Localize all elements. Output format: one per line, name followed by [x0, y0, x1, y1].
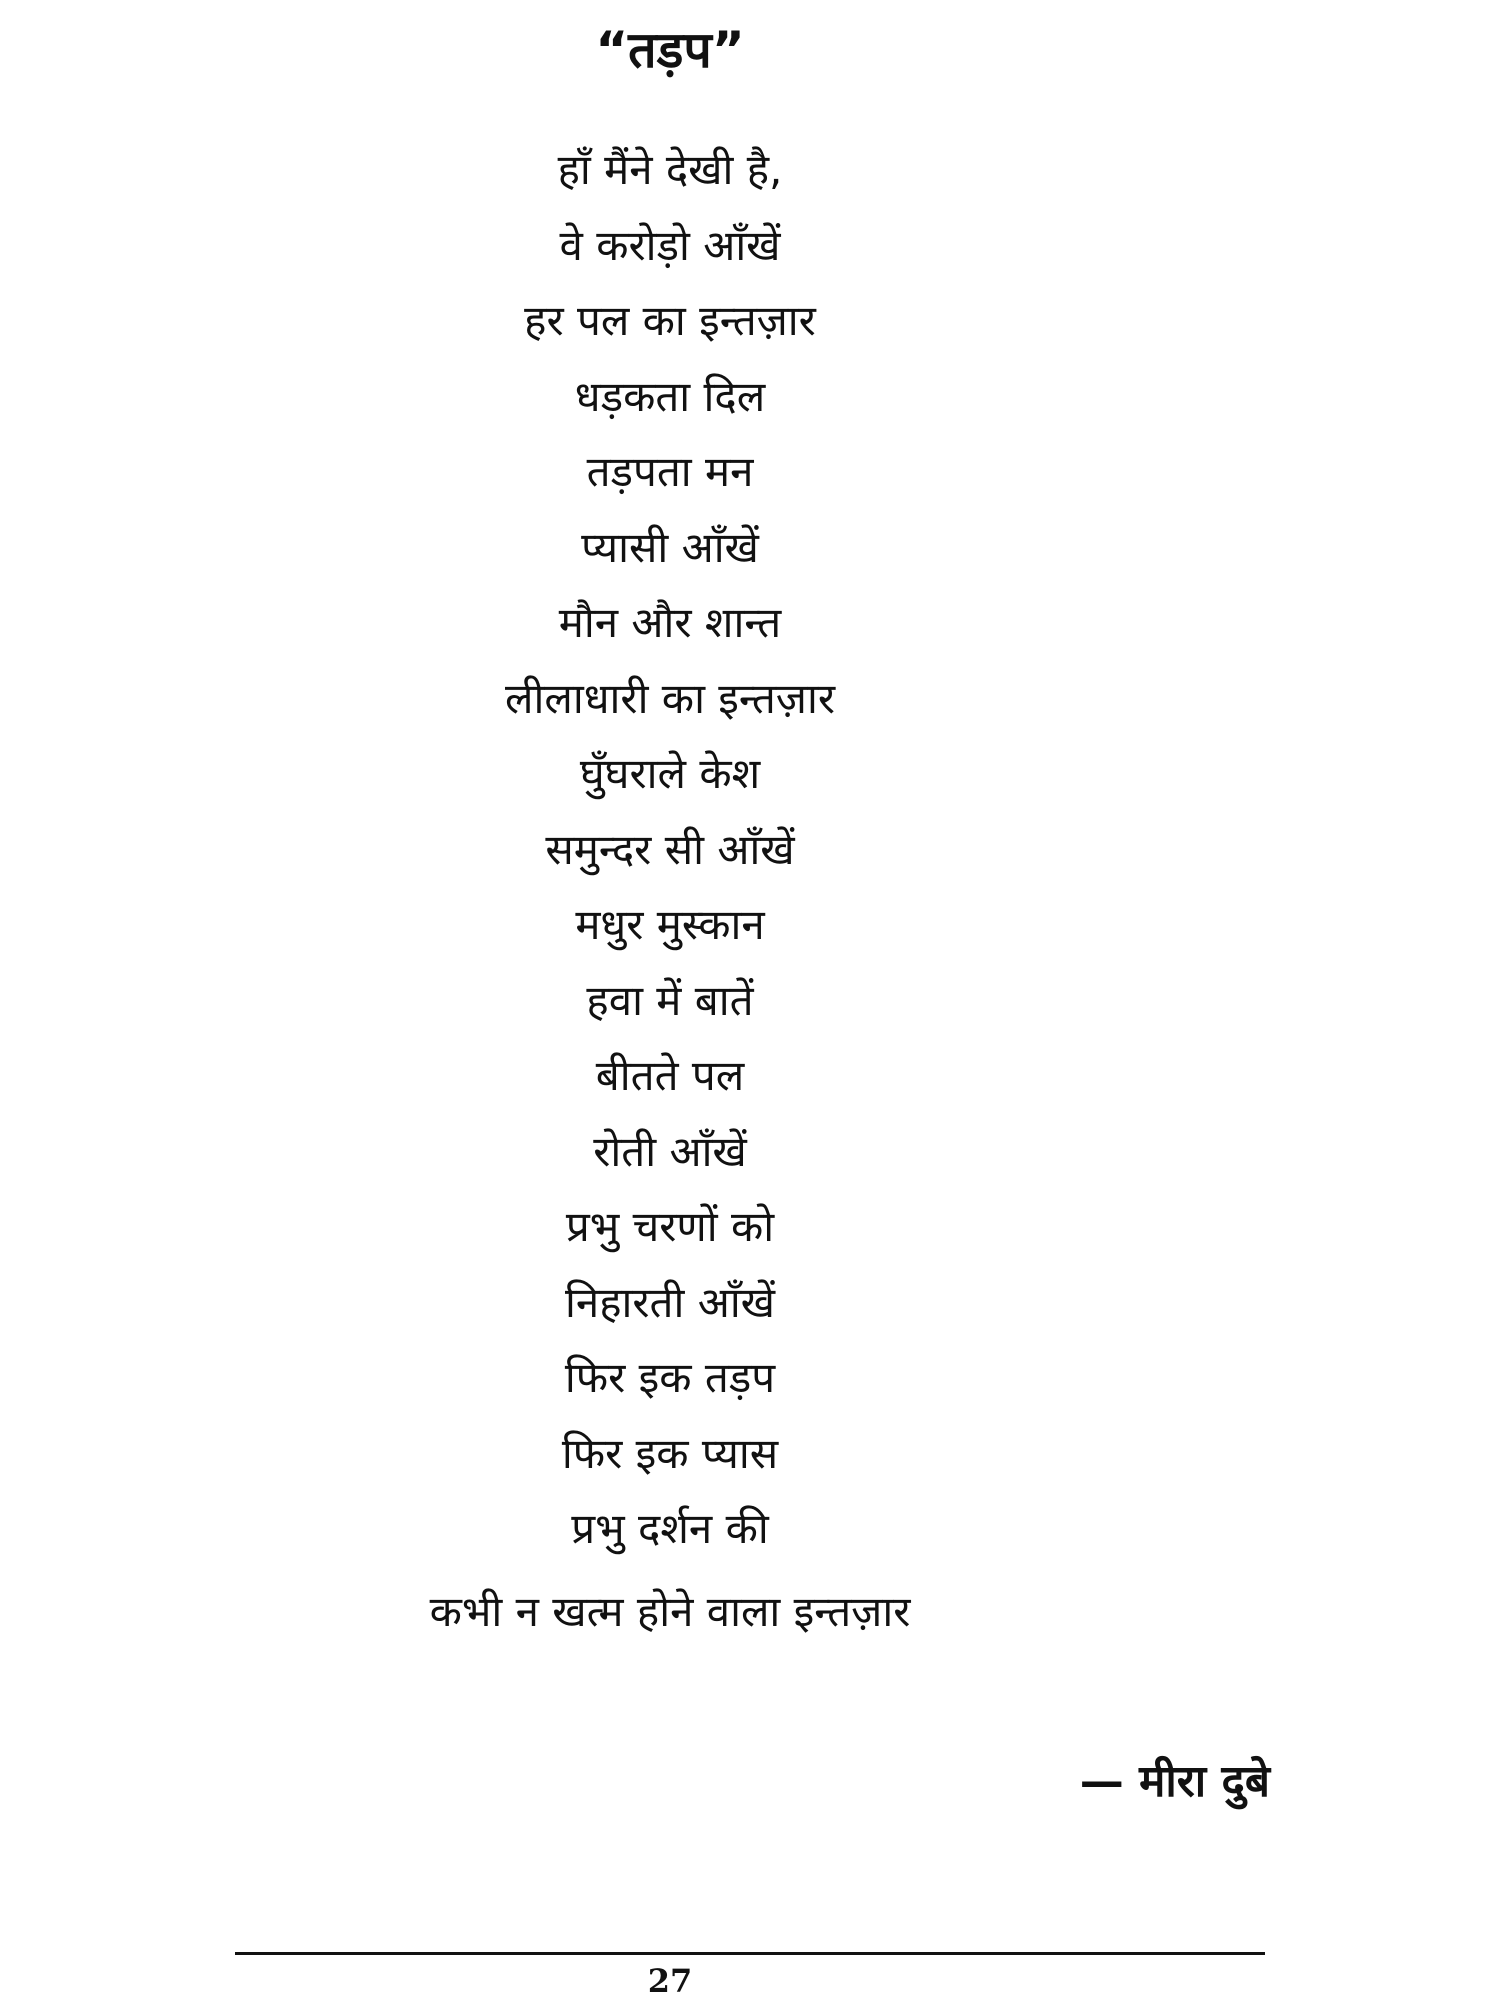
poem-line: फिर इक प्यास — [561, 1428, 779, 1478]
poem-line: हर पल का इन्तज़ार — [524, 296, 816, 345]
poem-line: प्यासी आँखें — [581, 522, 759, 572]
poem-line: रोती आँखें — [593, 1126, 747, 1176]
poem-title: “तड़प” — [595, 21, 745, 79]
poem-line: तड़पता मन — [586, 447, 754, 496]
page-number: 27 — [647, 1962, 693, 2000]
poem-line: हवा में बातें — [586, 975, 754, 1025]
poem-line: धड़कता दिल — [574, 371, 766, 421]
poem-line: मौन और शान्त — [558, 598, 782, 647]
poem-line: निहारती आँखें — [565, 1277, 775, 1327]
footer-divider — [235, 1952, 1265, 1955]
poem-line: हाँ मैंने देखी है, — [557, 145, 783, 194]
poem-final-line: कभी न खत्म होने वाला इन्तज़ार — [429, 1587, 911, 1636]
poem-line: लीलाधारी का इन्तज़ार — [504, 673, 836, 723]
poem-body — [0, 140, 1340, 1575]
poem-line: वे करोड़ो आँखें — [559, 220, 781, 270]
poem-line: फिर इक तड़प — [564, 1353, 776, 1402]
author-signature: — मीरा दुबे — [1079, 1756, 1270, 1807]
poem-line: घुँघराले केश — [579, 749, 761, 798]
poem-line: प्रभु दर्शन की — [571, 1504, 769, 1553]
poem-line: बीतते पल — [595, 1051, 745, 1100]
poem-line: समुन्दर सी आँखें — [545, 824, 795, 874]
poem-line: प्रभु चरणों को — [565, 1202, 775, 1251]
poem-line: मधुर मुस्कान — [575, 900, 765, 949]
